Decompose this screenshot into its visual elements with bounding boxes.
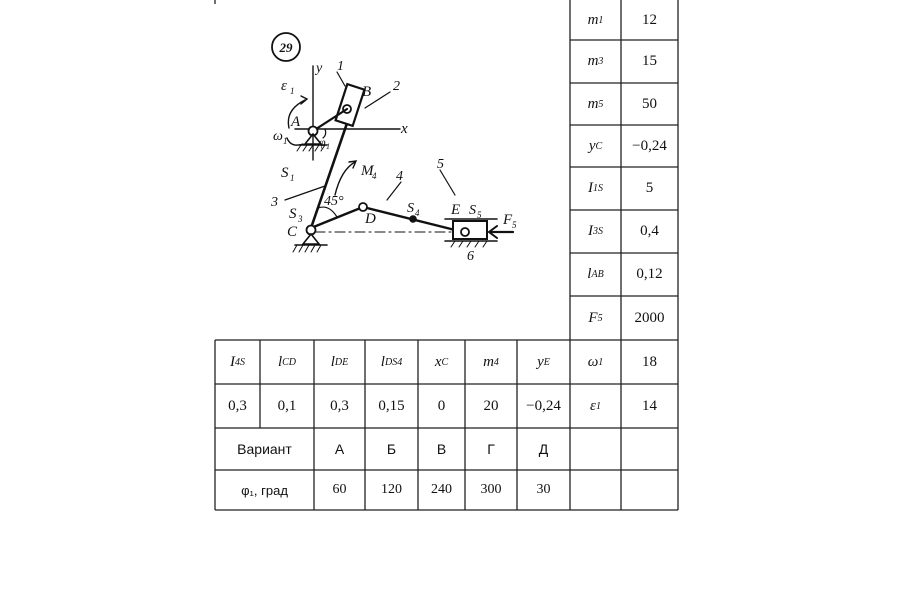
variant-label: Вариант [237,441,292,457]
svg-text:5: 5 [437,157,444,172]
param-value: 5 [645,180,654,196]
param-symbol: F 5 [588,309,603,326]
param-value: 0,3 [330,397,349,414]
angle-label: φ₁, град [241,482,288,498]
variant-angle: 240 [431,482,452,497]
param-value: 0 [437,397,446,414]
svg-text:1: 1 [283,136,288,146]
svg-text:3: 3 [298,214,303,224]
variant-letter: Б [386,441,397,457]
svg-text:5: 5 [477,210,482,220]
param-value: 0,4 [640,223,659,239]
param-value: −0,24 [526,397,561,414]
svg-text:x: x [401,121,408,137]
svg-text:S: S [407,201,414,216]
param-symbol: y E [537,353,550,370]
svg-text:D: D [365,211,376,227]
svg-text:4: 4 [415,208,420,218]
param-symbol: ω 1 [587,353,604,370]
param-value: 14 [642,397,657,414]
svg-text:3: 3 [271,195,278,210]
param-symbol: m 4 [483,353,499,370]
variant-letter: Г [487,441,495,457]
param-value: 0,15 [378,397,405,414]
svg-text:1: 1 [337,59,344,74]
variant-angle: 300 [480,482,502,497]
svg-text:y: y [316,61,323,76]
svg-text:2: 2 [393,79,400,94]
param-value: −0,24 [632,137,667,154]
variant-angle: 120 [381,482,402,497]
param-symbol: I 3S [588,223,603,239]
svg-text:1: 1 [290,86,295,96]
param-value: 0,3 [228,397,247,414]
param-symbol: I 1S [588,180,603,196]
param-symbol: l AB [587,266,604,282]
param-symbol: m 5 [587,95,604,112]
svg-text:S: S [289,206,297,222]
svg-text:5: 5 [512,220,517,230]
svg-text:φ: φ [319,135,326,149]
param-value: 15 [642,53,657,69]
svg-text:M: M [361,163,374,179]
svg-text:4: 4 [372,171,377,181]
svg-text:1: 1 [326,142,330,151]
param-symbol: l DE [330,353,349,370]
param-value: 18 [642,353,657,370]
param-symbol: ε 1 [590,397,601,414]
svg-text:A: A [291,114,301,130]
param-value: 12 [642,11,657,28]
svg-text:B: B [362,84,372,100]
svg-text:F: F [503,212,513,228]
svg-text:S: S [281,165,289,181]
svg-text:4: 4 [396,169,403,184]
svg-text:6: 6 [467,249,474,264]
param-value: 50 [642,95,657,112]
param-symbol: I 4S [230,353,245,370]
param-value: 2000 [634,309,665,326]
variant-angle: 30 [536,482,551,497]
param-symbol: m 3 [587,53,604,69]
svg-text:E: E [451,202,461,218]
variant-letter: В [436,441,447,457]
svg-text:C: C [287,224,298,240]
param-symbol: l CD [277,353,297,370]
param-symbol: y C [588,137,603,154]
param-value: 20 [483,397,499,414]
param-value: 0,1 [277,397,297,414]
param-symbol: m 1 [587,11,604,28]
svg-text:ω: ω [273,129,283,144]
mechanism-diagram [215,20,575,300]
svg-text:ε: ε [281,78,287,94]
variant-badge-number: 29 [279,40,293,55]
variant-letter: А [334,441,345,457]
variant-letter: Д [538,441,549,457]
svg-text:45°: 45° [324,194,344,209]
param-symbol: l DS4 [380,353,403,370]
svg-text:S: S [469,203,476,218]
param-value: 0,12 [636,266,663,282]
param-symbol: x C [434,353,449,370]
svg-text:1: 1 [290,173,295,183]
variant-angle: 60 [332,482,347,497]
